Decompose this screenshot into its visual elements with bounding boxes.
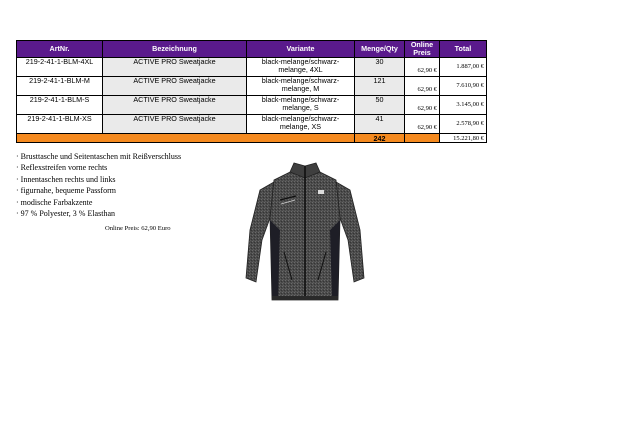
cell-variante: black-melange/schwarz-melange, S	[247, 96, 355, 115]
col-header-total: Total	[440, 41, 487, 58]
cell-artnr: 219-2-41-1-BLM-4XL	[17, 58, 103, 77]
col-header-bezeichnung: Bezeichnung	[103, 41, 247, 58]
col-header-artnr: ArtNr.	[17, 41, 103, 58]
cell-bezeichnung: ACTIVE PRO Sweatjacke	[103, 115, 247, 134]
cell-variante: black-melange/schwarz-melange, XS	[247, 115, 355, 134]
cell-artnr: 219-2-41-1-BLM-S	[17, 96, 103, 115]
sum-bar	[17, 134, 355, 143]
col-header-preis: Online Preis	[405, 41, 440, 58]
cell-artnr: 219-2-41-1-BLM-M	[17, 77, 103, 96]
cell-total: 1.887,00 €	[440, 58, 487, 77]
sum-total: 15.221,80 €	[440, 134, 487, 143]
feature-list	[16, 151, 181, 219]
cell-total: 7.610,90 €	[440, 77, 487, 96]
cell-bezeichnung: ACTIVE PRO Sweatjacke	[103, 96, 247, 115]
cell-menge: 30	[355, 58, 405, 77]
feature-item: · Brusttasche und Seitentaschen mit Reißverschluss	[16, 152, 182, 161]
table-row	[17, 115, 487, 134]
col-header-variante: Variante	[247, 41, 355, 58]
jacket-icon	[240, 160, 370, 305]
cell-bezeichnung: ACTIVE PRO Sweatjacke	[103, 58, 247, 77]
sum-row	[17, 134, 487, 143]
feature-item: · modische Farbakzente	[16, 197, 93, 207]
table-row	[17, 58, 487, 77]
cell-preis: 62,90 €	[405, 58, 440, 77]
cell-menge: 121	[355, 77, 405, 96]
feature-item: · Innentaschen rechts und links	[16, 174, 116, 184]
cell-preis: 62,90 €	[405, 115, 440, 134]
table-header-row	[17, 41, 487, 58]
table-row	[17, 96, 487, 115]
cell-preis: 62,90 €	[405, 77, 440, 96]
feature-item: · 97 % Polyester, 3 % Elasthan	[16, 209, 115, 219]
order-table	[16, 40, 487, 143]
feature-item: · figurnahe, bequeme Passform	[16, 186, 116, 196]
cell-artnr: 219-2-41-1-BLM-XS	[17, 115, 103, 134]
col-header-menge: Menge/Qty	[355, 41, 405, 58]
cell-menge: 41	[355, 115, 405, 134]
cell-bezeichnung: ACTIVE PRO Sweatjacke	[103, 77, 247, 96]
feature-item: · Reflexstreifen vorne rechts	[16, 163, 108, 173]
sum-qty: 242	[355, 134, 405, 143]
cell-total: 2.578,90 €	[440, 115, 487, 134]
cell-menge: 50	[355, 96, 405, 115]
online-price-note: Online Preis: 62,90 Euro	[105, 225, 171, 232]
cell-preis: 62,90 €	[405, 96, 440, 115]
cell-variante: black-melange/schwarz-melange, 4XL	[247, 58, 355, 77]
table-row	[17, 77, 487, 96]
cell-variante: black-melange/schwarz-melange, M	[247, 77, 355, 96]
sum-spacer	[405, 134, 440, 143]
cell-total: 3.145,00 €	[440, 96, 487, 115]
